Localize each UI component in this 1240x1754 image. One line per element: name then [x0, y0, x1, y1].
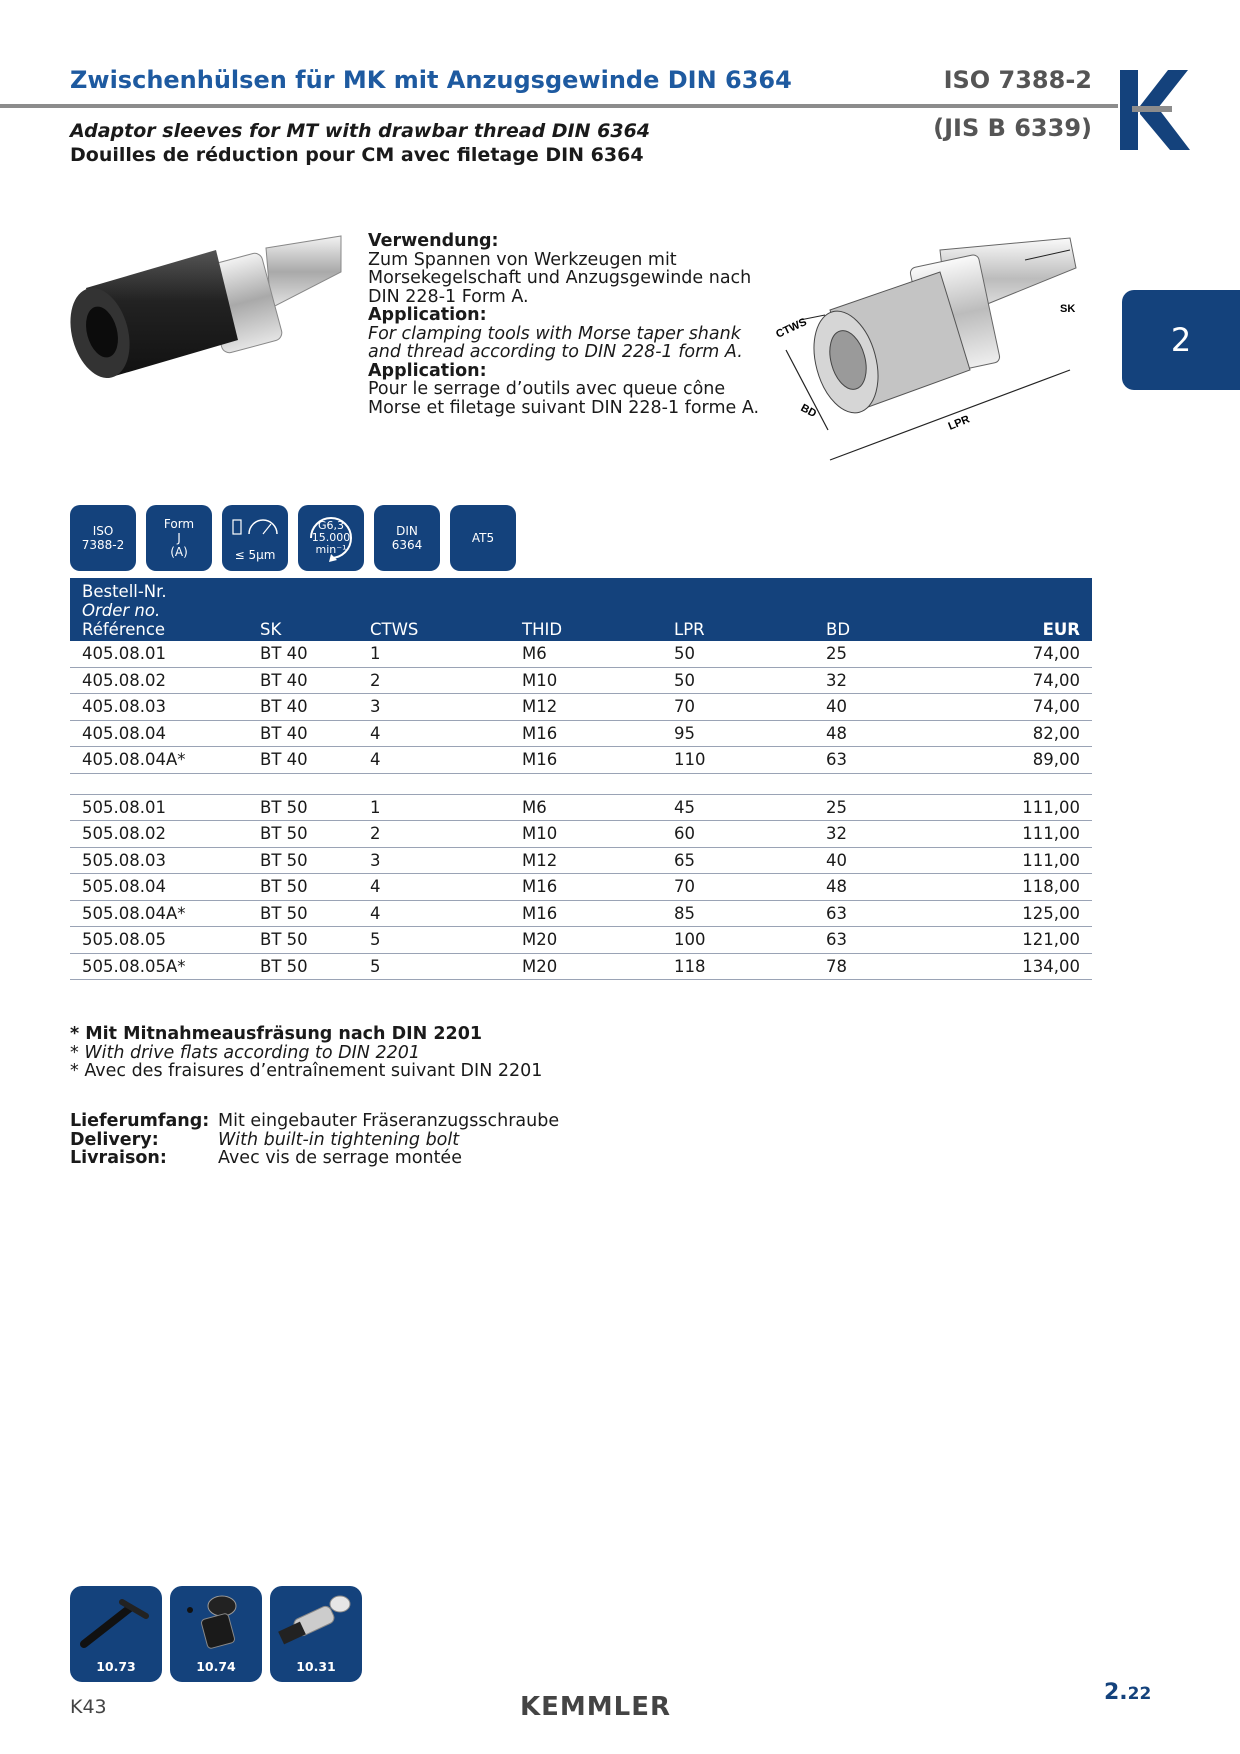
table-cell: 85: [662, 900, 814, 927]
table-cell: 3: [358, 694, 510, 721]
table-cell: 4: [358, 874, 510, 901]
drawing-label-sk: SK: [1060, 303, 1076, 315]
technical-drawing: [770, 220, 1090, 470]
table-cell: 63: [814, 927, 966, 954]
table-cell: 40: [814, 847, 966, 874]
header-rule: [0, 104, 1118, 108]
delivery-block: [70, 1112, 559, 1168]
spec-form-line1: Form: [163, 517, 195, 531]
table-cell: 63: [814, 900, 966, 927]
accessory-code: 10.73: [96, 1659, 136, 1674]
table-cell: 111,00: [966, 794, 1092, 821]
table-cell: BT 40: [248, 641, 358, 667]
kemmler-k-logo-icon: [1120, 70, 1190, 150]
table-cell: BT 50: [248, 874, 358, 901]
table-cell: BT 50: [248, 847, 358, 874]
table-cell: 78: [814, 953, 966, 980]
table-cell: 63: [814, 747, 966, 774]
table-cell: 32: [814, 667, 966, 694]
footnote-fr: * Avec des fraisures d’entraînement suivant DIN 2201: [70, 1061, 543, 1081]
header-thid: THID: [510, 578, 662, 641]
spec-runout-badge: [222, 505, 288, 571]
spec-runout-value: ≤ 5µm: [234, 548, 276, 562]
standard-label: ISO 7388-2: [943, 66, 1092, 94]
usage-text-block: [368, 232, 768, 417]
table-cell: 505.08.04: [70, 874, 248, 901]
table-cell: 505.08.03: [70, 847, 248, 874]
subtitle-fr: Douilles de réduction pour CM avec filetage DIN 6364: [70, 144, 644, 166]
table-cell: 4: [358, 747, 510, 774]
table-cell: 50: [662, 667, 814, 694]
chapter-number: 2: [1170, 321, 1192, 359]
header-order-de: Bestell-Nr.: [82, 582, 167, 601]
page-number-sub: 22: [1127, 1684, 1152, 1704]
drawing-label-lpr: LPR: [946, 413, 972, 433]
page-number-main: 2.: [1104, 1680, 1128, 1705]
page-title: Zwischenhülsen für MK mit Anzugsgewinde DIN 6364: [70, 66, 792, 94]
usage-heading-fr: Application:: [368, 360, 487, 381]
table-cell: 3: [358, 847, 510, 874]
header-lpr: LPR: [662, 578, 814, 641]
table-cell: 125,00: [966, 900, 1092, 927]
table-row: [70, 641, 1092, 667]
spec-at-value: AT5: [471, 531, 495, 545]
table-cell: BT 50: [248, 821, 358, 848]
footnote-en: * With drive flats according to DIN 2201: [70, 1042, 420, 1063]
table-cell: BT 40: [248, 694, 358, 721]
table-cell: 74,00: [966, 667, 1092, 694]
table-cell: 50: [662, 641, 814, 667]
table-cell: M6: [510, 641, 662, 667]
chapter-tab[interactable]: [1122, 290, 1240, 390]
footnote-block: [70, 1025, 542, 1081]
header-order-en: Order no.: [82, 601, 161, 620]
table-cell: 505.08.05A*: [70, 953, 248, 980]
spec-din-line2: 6364: [391, 538, 423, 552]
table-cell: 405.08.04A*: [70, 747, 248, 774]
product-photo-icon: [66, 228, 366, 428]
table-header-row: [70, 578, 1092, 641]
table-cell: 48: [814, 720, 966, 747]
table-cell: 74,00: [966, 694, 1092, 721]
header-order-fr: Référence: [82, 620, 166, 639]
table-cell: M16: [510, 747, 662, 774]
spec-balance-line2: 15.000: [311, 531, 351, 544]
table-cell: 4: [358, 720, 510, 747]
separator-cell: [70, 773, 1092, 794]
table-cell: 111,00: [966, 821, 1092, 848]
table-cell: M12: [510, 847, 662, 874]
table-cell: 25: [814, 641, 966, 667]
table-row: [70, 794, 1092, 821]
table-row: [70, 667, 1092, 694]
spec-form-line3: (A): [170, 545, 188, 559]
table-cell: 4: [358, 900, 510, 927]
table-cell: 25: [814, 794, 966, 821]
table-cell: 505.08.02: [70, 821, 248, 848]
table-row: [70, 953, 1092, 980]
table-cell: 82,00: [966, 720, 1092, 747]
table-cell: 405.08.02: [70, 667, 248, 694]
spec-iso-line1: ISO: [92, 524, 114, 538]
table-cell: 40: [814, 694, 966, 721]
table-row: [70, 874, 1092, 901]
spec-form-badge: [146, 505, 212, 571]
usage-text-en: For clamping tools with Morse taper shank and thread according to DIN 228-1 form A.: [368, 323, 743, 362]
table-cell: 118: [662, 953, 814, 980]
table-cell: 5: [358, 953, 510, 980]
table-cell: 60: [662, 821, 814, 848]
accessory-card-pull-stud[interactable]: [270, 1586, 362, 1682]
spec-din-badge: [374, 505, 440, 571]
delivery-label-fr: Livraison:: [70, 1148, 167, 1168]
table-cell: 118,00: [966, 874, 1092, 901]
table-cell: 70: [662, 694, 814, 721]
table-cell: 2: [358, 667, 510, 694]
subtitle-en: Adaptor sleeves for MT with drawbar thread DIN 6364: [70, 120, 651, 142]
table-row: [70, 900, 1092, 927]
spec-balance-line3: min⁻¹: [315, 543, 347, 556]
spec-iso-line2: 7388-2: [81, 538, 125, 552]
spec-din-line1: DIN: [396, 524, 418, 538]
table-row: [70, 694, 1092, 721]
accessory-code: 10.31: [296, 1659, 336, 1674]
header-eur: EUR: [966, 578, 1092, 641]
table-cell: 505.08.01: [70, 794, 248, 821]
table-cell: 95: [662, 720, 814, 747]
table-row: [70, 747, 1092, 774]
table-cell: 405.08.01: [70, 641, 248, 667]
table-cell: BT 50: [248, 953, 358, 980]
table-row: [70, 847, 1092, 874]
table-cell: BT 50: [248, 794, 358, 821]
header-ctws: CTWS: [358, 578, 510, 641]
usage-heading-en: Application:: [368, 305, 487, 325]
accessory-card-hook-wrench[interactable]: [70, 1586, 162, 1682]
accessory-card-tightening-bolt[interactable]: [170, 1586, 262, 1682]
table-cell: 5: [358, 927, 510, 954]
table-cell: BT 40: [248, 720, 358, 747]
table-cell: 74,00: [966, 641, 1092, 667]
table-cell: 110: [662, 747, 814, 774]
table-cell: 45: [662, 794, 814, 821]
table-cell: M20: [510, 953, 662, 980]
table-cell: BT 40: [248, 667, 358, 694]
header-sk: SK: [248, 578, 358, 641]
standard-alt-label: (JIS B 6339): [933, 114, 1092, 142]
header-order-no: [70, 578, 248, 641]
footnote-de: * Mit Mitnahmeausfräsung nach DIN 2201: [70, 1024, 483, 1044]
table-cell: M12: [510, 694, 662, 721]
spec-balance-badge: [298, 505, 364, 571]
delivery-text-de: Mit eingebauter Fräseranzugsschraube: [218, 1111, 560, 1131]
table-cell: 32: [814, 821, 966, 848]
delivery-text-en: With built-in tightening bolt: [218, 1129, 460, 1150]
rotation-arrow-icon: [303, 510, 359, 566]
spec-iso-badge: [70, 505, 136, 571]
table-row: [70, 720, 1092, 747]
table-cell: BT 50: [248, 927, 358, 954]
usage-text-fr: Pour le serrage d’outils avec queue cône Morse et filetage suivant DIN 228-1 forme A.: [368, 379, 760, 418]
table-cell: M16: [510, 874, 662, 901]
page-number: [1104, 1680, 1151, 1705]
table-cell: M10: [510, 821, 662, 848]
usage-text-de: Zum Spannen von Werkzeugen mit Morsekegelschaft und Anzugsgewinde nach DIN 228-1 Form A.: [368, 249, 752, 307]
spec-at-badge: [450, 505, 516, 571]
header-bd: BD: [814, 578, 966, 641]
usage-heading-de: Verwendung:: [368, 231, 499, 251]
table-cell: M20: [510, 927, 662, 954]
accessory-code: 10.74: [196, 1659, 236, 1674]
spec-form-line2: J: [177, 531, 181, 545]
hook-wrench-icon: [70, 1586, 162, 1656]
table-cell: 134,00: [966, 953, 1092, 980]
table-cell: 1: [358, 641, 510, 667]
table-cell: 48: [814, 874, 966, 901]
table-cell: 2: [358, 821, 510, 848]
table-body: [70, 641, 1092, 980]
dial-gauge-icon: [227, 514, 283, 548]
table-cell: BT 40: [248, 747, 358, 774]
table-cell: 111,00: [966, 847, 1092, 874]
table-cell: 405.08.04: [70, 720, 248, 747]
table-cell: M6: [510, 794, 662, 821]
table-cell: 65: [662, 847, 814, 874]
spec-balance-line1: G6,3: [317, 519, 345, 532]
table-cell: 405.08.03: [70, 694, 248, 721]
table-cell: M16: [510, 720, 662, 747]
table-group-separator: [70, 773, 1092, 794]
delivery-label-en: Delivery:: [70, 1129, 159, 1150]
table-cell: 121,00: [966, 927, 1092, 954]
table-cell: M10: [510, 667, 662, 694]
table-cell: BT 50: [248, 900, 358, 927]
table-cell: 89,00: [966, 747, 1092, 774]
table-cell: 1: [358, 794, 510, 821]
table-row: [70, 821, 1092, 848]
table-cell: 505.08.04A*: [70, 900, 248, 927]
delivery-label-de: Lieferumfang:: [70, 1111, 210, 1131]
delivery-text-fr: Avec vis de serrage montée: [218, 1148, 462, 1168]
drawing-label-ctws: CTWS: [774, 316, 809, 341]
table-cell: 505.08.05: [70, 927, 248, 954]
tightening-bolt-icon: [170, 1586, 262, 1656]
table-cell: 100: [662, 927, 814, 954]
drawing-label-bd: BD: [798, 402, 819, 421]
product-table: [70, 578, 1092, 980]
brand-name: KEMMLER: [520, 1692, 672, 1722]
catalog-code: K43: [70, 1696, 107, 1718]
table-cell: 70: [662, 874, 814, 901]
pull-stud-icon: [270, 1586, 362, 1656]
table-cell: M16: [510, 900, 662, 927]
table-row: [70, 927, 1092, 954]
